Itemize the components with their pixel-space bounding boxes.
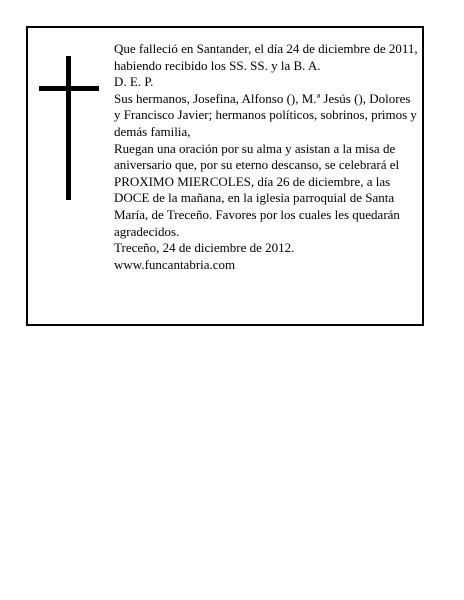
cross-icon (39, 56, 99, 200)
death-statement: Que falleció en Santander, el día 24 de diciembre de 2011, habiendo recibido los SS. SS. y la B. A. (114, 41, 418, 73)
rip-abbreviation: D. E. P. (114, 74, 154, 90)
place-and-date: Treceño, 24 de diciembre de 2012. (114, 240, 295, 256)
website: www.funcantabria.com (114, 256, 236, 272)
mass-invitation: Ruegan una oración por su alma y asistan a la misa de aniversario que, por su eterno descanso, se celebrará el PROXIMO MIERCOLES, día 26 de diciembre, a las DOCE de la mañana, en la iglesia parroquial de Santa María, de Treceño. Favores por los cuales les quedarán agradecidos. (114, 140, 400, 239)
obituary-notice (26, 26, 424, 326)
cross-vertical-bar (66, 56, 71, 200)
family-members: Sus hermanos, Josefina, Alfonso (), M.ª Jesús (), Dolores y Francisco Javier; hermanos políticos, sobrinos, primos y demás familia, (114, 90, 417, 139)
notice-text (114, 41, 418, 273)
cross-horizontal-bar (39, 86, 99, 91)
